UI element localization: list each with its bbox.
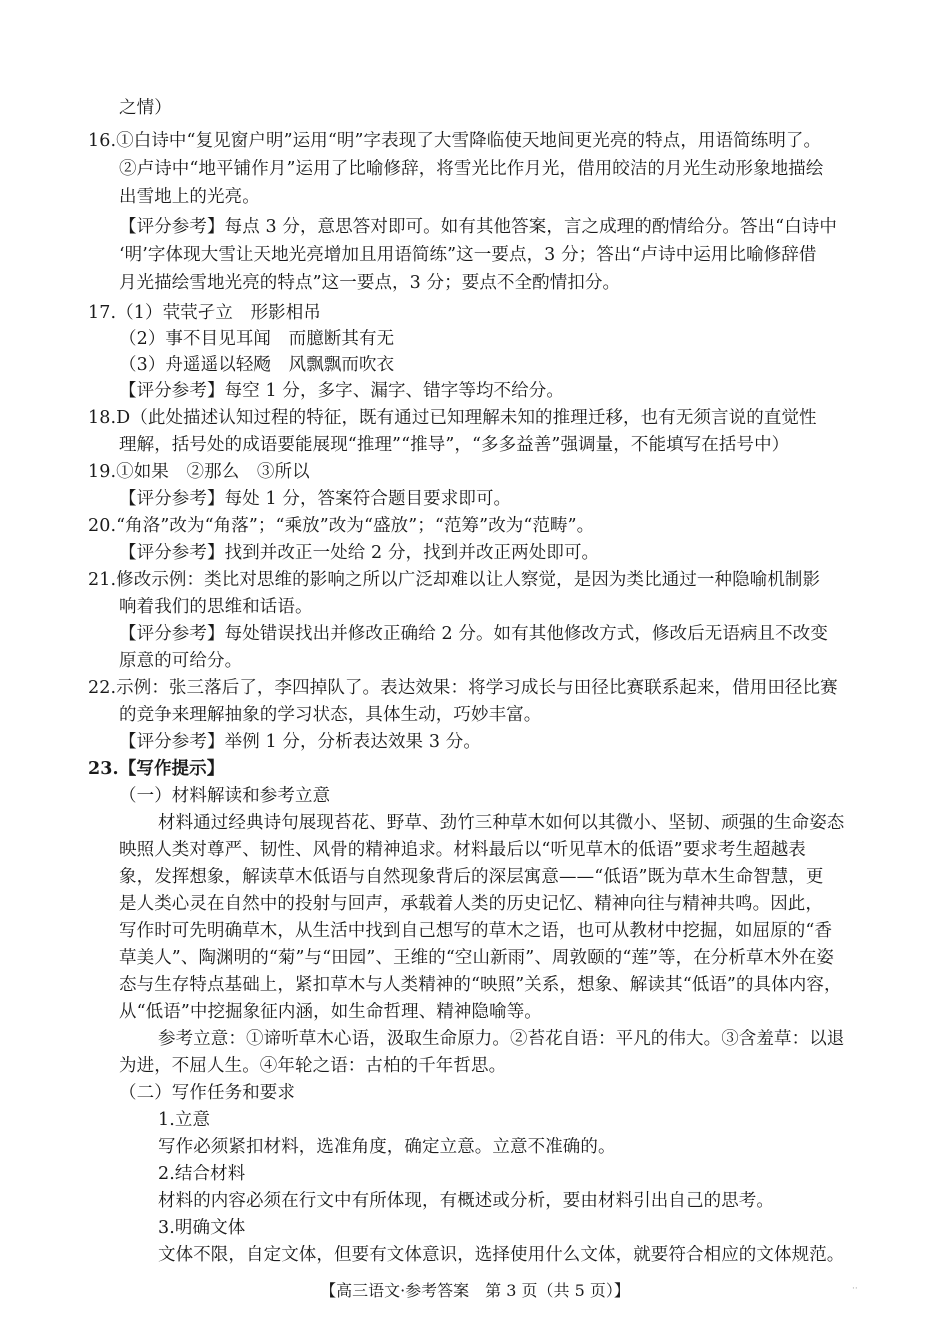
scoring-note: 【评分参考】找到并改正一处给 2 分，找到并改正两处即可。: [119, 543, 600, 563]
answer-17-line: 17.（1）茕茕孑立 形影相吊: [88, 303, 321, 323]
scoring-note: 【评分参考】每处错误找出并修改正确给 2 分。如有其他修改方式，修改后无语病且不改变: [119, 624, 828, 644]
text-line: 出雪地上的光亮。: [119, 187, 260, 207]
paragraph-line: 映照人类对尊严、韧性、风骨的精神追求。材料最后以“听见草木的低语”要求考生超越表: [119, 840, 806, 860]
answer-18-line: 18.D（此处描述认知过程的特征，既有通过已知理解未知的推理迁移，也有无须言说的直觉性: [88, 408, 817, 428]
requirement-heading: 3.明确文体: [158, 1218, 246, 1238]
reference-themes: 参考立意：①谛听草木心语，汲取生命原力。②苔花自语：平凡的伟大。③含羞草：以退: [158, 1029, 845, 1049]
paragraph-line: 是人类心灵在自然中的投射与回声，承载着人类的历史记忆、精神向往与精神共鸣。因此，: [119, 894, 823, 914]
answer-19-line: 19.①如果 ②那么 ③所以: [88, 462, 310, 482]
scoring-note: 【评分参考】每点 3 分，意思答对即可。如有其他答案，言之成理的酌情给分。答出“白诗中: [119, 217, 838, 237]
requirement-text: 材料的内容必须在行文中有所体现，有概述或分析，要由材料引出自己的思考。: [158, 1191, 774, 1211]
text-line: 原意的可给分。: [119, 651, 243, 671]
answer-20-line: 20.“角洛”改为“角落”；“乘放”改为“盛放”；“范筹”改为“范畴”。: [88, 516, 595, 536]
paragraph-line: 草美人”、陶渊明的“菊”与“田园”、王维的“空山新雨”、周敦颐的“莲”等，在分析草木外在姿: [119, 948, 835, 968]
paragraph-line: 材料通过经典诗句展现苔花、野草、劲竹三种草木如何以其微小、坚韧、顽强的生命姿态: [158, 813, 845, 833]
text-line: ‘明’字体现大雪让天地光亮增加且用语简练”这一要点，3 分；答出“卢诗中运用比喻修辞借: [119, 245, 817, 265]
scoring-note: 【评分参考】每处 1 分，答案符合题目要求即可。: [119, 489, 512, 509]
text-line: 理解，括号处的成语要能展现“推理”“推导”，“多多益善”强调量，不能填写在括号中）: [119, 435, 790, 455]
paragraph-line: 态与生存特点基础上，紧扣草木与人类精神的“映照”关系，想象、解读其“低语”的具体内容，: [119, 975, 842, 995]
text-line: （3）舟遥遥以轻飏 风飘飘而吹衣: [119, 355, 395, 375]
page-footer: 【高三语文·参考答案 第 3 页（共 5 页）】: [320, 1281, 630, 1300]
text-line: （2）事不目见耳闻 而臆断其有无: [119, 329, 395, 349]
decorative-dots: ··: [852, 1284, 858, 1294]
answer-21-line: 21.修改示例：类比对思维的影响之所以广泛却难以让人察觉，是因为类比通过一种隐喻机制影: [88, 570, 821, 590]
answer-22-line: 22.示例：张三落后了，李四掉队了。表达效果：将学习成长与田径比赛联系起来，借用田径比赛: [88, 678, 838, 698]
requirement-text: 写作必须紧扣材料，选准角度，确定立意。立意不准确的。: [158, 1137, 616, 1157]
requirement-text: 文体不限，自定文体，但要有文体意识，选择使用什么文体，就要符合相应的文体规范。: [158, 1245, 845, 1265]
requirement-heading: 2.结合材料: [158, 1164, 246, 1184]
text-line: ②卢诗中“地平铺作月”运用了比喻修辞，将雪光比作月光，借用皎洁的月光生动形象地描绘: [119, 159, 824, 179]
scoring-note: 【评分参考】举例 1 分，分析表达效果 3 分。: [119, 732, 481, 752]
text-line: 之情）: [119, 98, 172, 118]
requirement-heading: 1.立意: [158, 1110, 211, 1130]
text-line: 响着我们的思维和话语。: [119, 597, 313, 617]
scoring-note: 【评分参考】每空 1 分，多字、漏字、错字等均不给分。: [119, 381, 564, 401]
answer-16-line: 16.①白诗中“复见窗户明”运用“明”字表现了大雪降临使天地间更光亮的特点，用语简练明了。: [88, 131, 822, 151]
section-heading: （一）材料解读和参考立意: [119, 786, 331, 806]
paragraph-line: 写作时可先明确草木，从生活中找到自己想写的草木之语，也可从教材中挖掘，如屈原的“香: [119, 921, 833, 941]
paragraph-line: 为进，不屈人生。④年轮之语：古柏的千年哲思。: [119, 1056, 507, 1076]
text-line: 月光描绘雪地光亮的特点”这一要点，3 分；要点不全酌情扣分。: [119, 273, 621, 293]
answer-23-heading: 23.【写作提示】: [88, 759, 225, 779]
paragraph-line: 象，发挥想象，解读草木低语与自然现象背后的深层寓意——“低语”既为草木生命智慧，更: [119, 867, 824, 887]
text-line: 的竞争来理解抽象的学习状态，具体生动，巧妙丰富。: [119, 705, 542, 725]
section-heading: （二）写作任务和要求: [119, 1083, 295, 1103]
paragraph-line: 从“低语”中挖掘象征内涵，如生命哲理、精神隐喻等。: [119, 1002, 542, 1022]
